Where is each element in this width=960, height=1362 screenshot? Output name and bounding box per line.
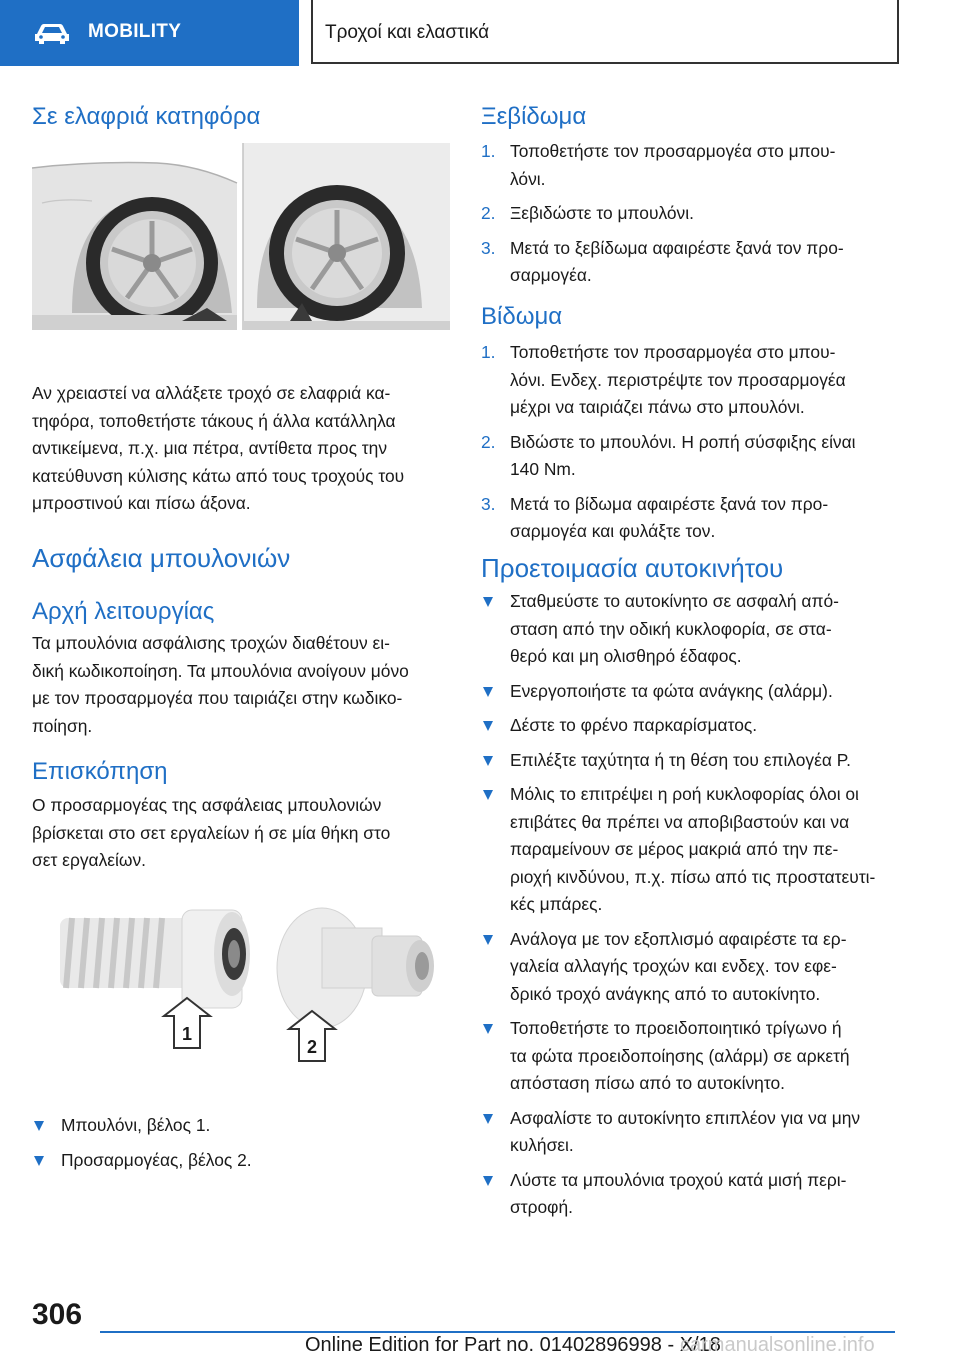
list-item: Ασφαλίστε το αυτοκίνητο επιπλέον για να μην κυλήσει. bbox=[481, 1105, 901, 1160]
list-item: Σταθμεύστε το αυτοκίνητο σε ασφαλή από‐ σταση από την οδική κυκλοφορία, σε στα‐ θερό και μη ολισθηρό έδαφος. bbox=[481, 588, 901, 671]
page-header bbox=[0, 0, 960, 66]
screw-steps bbox=[481, 339, 901, 546]
adapter bbox=[277, 908, 434, 1028]
edition-text: Online Edition for Part no. 01402896998 - X/18 bbox=[305, 1334, 721, 1356]
list-item: 2. Βιδώστε το μπουλόνι. Η ροπή σύσφιξης είναι 140 Nm. bbox=[481, 431, 856, 479]
list-item: 1. Τοποθετήστε τον προσαρμογέα στο μπου‐ λόνι. Ενδεχ. περιστρέψτε τον προσαρμογέα μέχρι να ταιριάζει πάνω στο μπουλόνι. bbox=[481, 342, 846, 417]
car-icon bbox=[34, 23, 70, 45]
car-on-slope-figure bbox=[32, 143, 450, 330]
list-item: 3. Μετά το βίδωμα αφαιρέστε ξανά τον προ‐ σαρμογέα και φυλάξτε τον. bbox=[481, 493, 829, 541]
triangle-bullet-icon bbox=[34, 1156, 44, 1166]
triangle-bullet-icon bbox=[483, 790, 493, 800]
heading-wheel-lock: Ασφάλεια μπουλονιών bbox=[32, 543, 291, 573]
list-item: 1. Τοποθετήστε τον προσαρμογέα στο μπου‐ λόνι. bbox=[481, 141, 836, 189]
footer-divider bbox=[100, 1331, 895, 1333]
chapter-title: Τροχοί και ελαστικά bbox=[325, 22, 490, 43]
arrow-label-1: 1 bbox=[181, 1024, 193, 1044]
watermark: carmanualsonline.info bbox=[680, 1334, 875, 1356]
triangle-bullet-icon bbox=[483, 597, 493, 607]
triangle-bullet-icon bbox=[34, 1121, 44, 1131]
triangle-bullet-icon bbox=[483, 1024, 493, 1034]
heading-overview: Επισκόπηση bbox=[32, 758, 168, 785]
triangle-bullet-icon bbox=[483, 687, 493, 697]
page-number: 306 bbox=[32, 1298, 83, 1331]
front-wheel-panel bbox=[32, 163, 237, 330]
list-item: Ενεργοποιήστε τα φώτα ανάγκης (αλάρμ). bbox=[481, 678, 901, 706]
principle-paragraph: Τα μπουλόνια ασφάλισης τροχών διαθέτουν ει‐ δική κωδικοποίηση. Τα μπουλόνια ανοίγουν μόνο με τον προσαρμογέα που ταιριάζει στην κωδικο‐ ποίηση. bbox=[32, 633, 409, 736]
list-item: Μόλις το επιτρέψει η ροή κυκλοφορίας όλοι οι επιβάτες θα πρέπει να αποβιβαστούν και να παραμείνουν σε μέρος μακριά από την πε‐ ριοχή κινδύνου, π.χ. πίσω από τις προστατευτι‐ κές μπάρες. bbox=[481, 781, 901, 919]
heading-principle: Αρχή λειτουργίας bbox=[32, 598, 215, 625]
heading-screw: Βίδωμα bbox=[481, 303, 563, 330]
unscrew-steps bbox=[481, 138, 901, 290]
figure-legend-list bbox=[32, 1112, 450, 1174]
heading-unscrew: Ξεβίδωμα bbox=[481, 103, 587, 130]
triangle-bullet-icon bbox=[483, 1114, 493, 1124]
list-item: Δέστε το φρένο παρκαρίσματος. bbox=[481, 712, 901, 740]
triangle-bullet-icon bbox=[483, 1176, 493, 1186]
prepare-car-list bbox=[481, 588, 901, 1222]
list-item: Προσαρμογέας, βέλος 2. bbox=[32, 1147, 450, 1175]
list-item: Τοποθετήστε το προειδοποιητικό τρίγωνο ή τα φώτα προειδοποίησης (αλάρμ) σε αρκετή απόσταση πίσω από το αυτοκίνητο. bbox=[481, 1015, 901, 1098]
triangle-bullet-icon bbox=[483, 756, 493, 766]
wheel-bolt bbox=[60, 910, 250, 1008]
rear-wheel-panel bbox=[243, 143, 450, 330]
heading-prepare-car: Προετοιμασία αυτοκινήτου bbox=[481, 553, 784, 583]
list-item: Ανάλογα με τον εξοπλισμό αφαιρέστε τα ερ‐ γαλεία αλλαγής τροχών και ενδεχ. τον εφε‐ δρικό τροχό ανάγκης από το αυτοκίνητο. bbox=[481, 926, 901, 1009]
overview-paragraph: Ο προσαρμογέας της ασφάλειας μπουλονιών βρίσκεται στο σετ εργαλείων ή σε μία θήκη στο σετ εργαλείων. bbox=[32, 795, 391, 870]
list-item: Λύστε τα μπουλόνια τροχού κατά μισή περι‐ στροφή. bbox=[481, 1167, 901, 1222]
list-item: 2. Ξεβιδώστε το μπουλόνι. bbox=[481, 203, 694, 223]
list-item: 3. Μετά το ξεβίδωμα αφαιρέστε ξανά τον προ‐ σαρμογέα. bbox=[481, 237, 844, 285]
slope-paragraph: Αν χρειαστεί να αλλάξετε τροχό σε ελαφριά κα‐ τηφόρα, τοποθετήστε τάκους ή άλλα κατάλληλα αντικείμενα, π.χ. μια πέτρα, αντίθετα προς την κατεύθυνση κύλισης κάτω από τους τροχούς του μπροστινού και πίσω άξονα. bbox=[32, 383, 405, 513]
lock-bolt-figure bbox=[32, 888, 450, 1083]
section-tab bbox=[0, 0, 299, 66]
list-item: Μπουλόνι, βέλος 1. bbox=[32, 1112, 450, 1140]
arrow-label-2: 2 bbox=[306, 1037, 318, 1057]
triangle-bullet-icon bbox=[483, 721, 493, 731]
chapter-box bbox=[311, 0, 899, 64]
section-label: MOBILITY bbox=[88, 21, 182, 42]
heading-slope: Σε ελαφριά κατηφόρα bbox=[32, 103, 261, 130]
triangle-bullet-icon bbox=[483, 935, 493, 945]
list-item: Επιλέξτε ταχύτητα ή τη θέση του επιλογέα P. bbox=[481, 747, 901, 775]
